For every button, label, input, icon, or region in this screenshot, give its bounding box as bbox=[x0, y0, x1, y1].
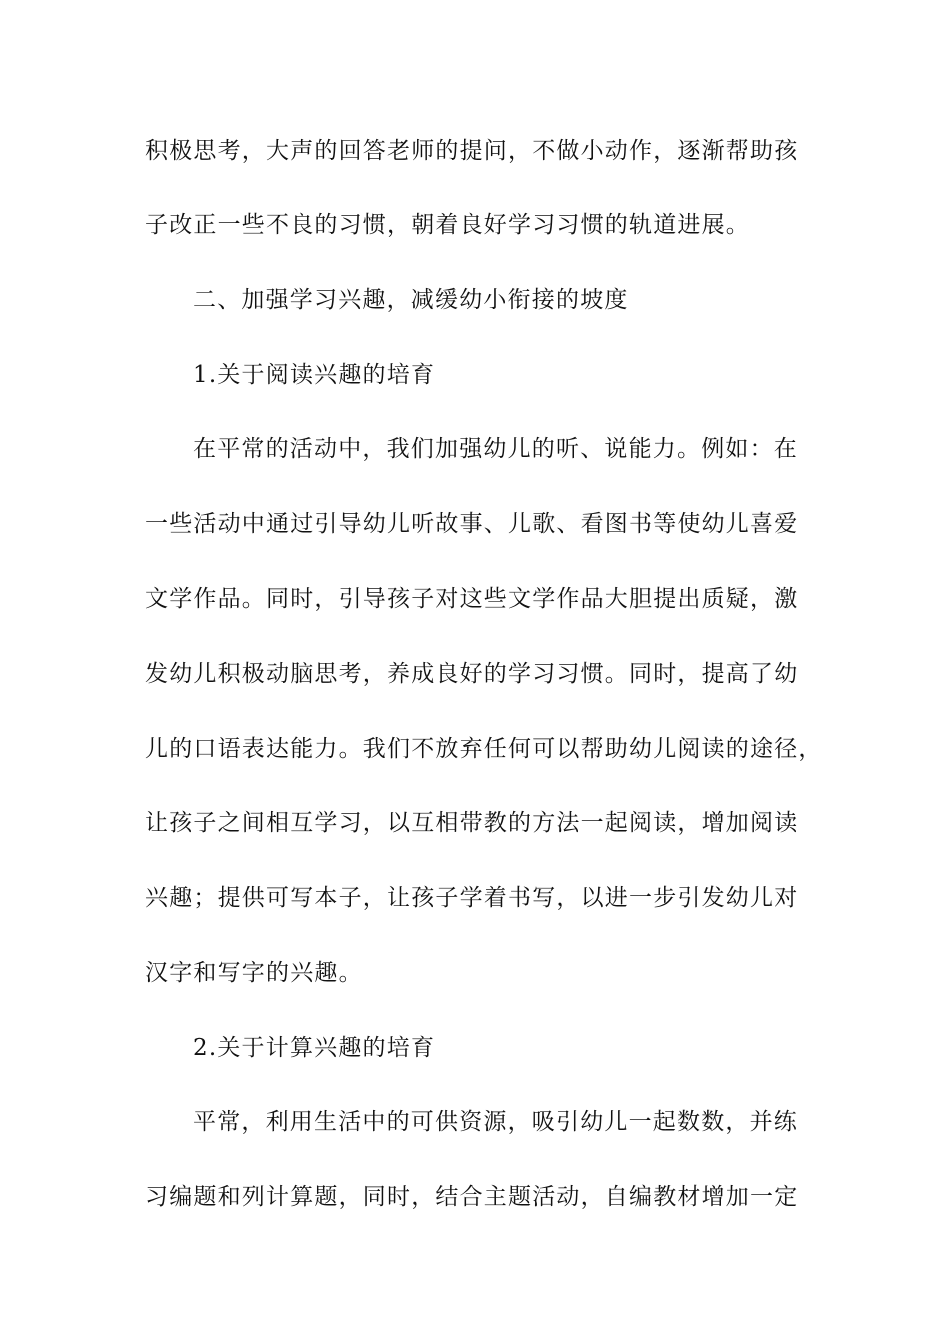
paragraph-line: 一些活动中通过引导幼儿听故事、儿歌、看图书等使幼儿喜爱 bbox=[145, 511, 799, 537]
paragraph-line: 习编题和列计算题，同时，结合主题活动，自编教材增加一定 bbox=[145, 1184, 799, 1210]
paragraph-line: 平常，利用生活中的可供资源，吸引幼儿一起数数，并练 bbox=[193, 1109, 798, 1135]
paragraph-line: 儿的口语表达能力。我们不放弃任何可以帮助幼儿阅读的途径， bbox=[145, 736, 823, 762]
paragraph-line: 积极思考，大声的回答老师的提问，不做小动作，逐渐帮助孩 bbox=[145, 138, 799, 164]
subsection-heading: 2.关于计算兴趣的培育 bbox=[193, 1035, 436, 1061]
paragraph-line: 让孩子之间相互学习，以互相带教的方法一起阅读，增加阅读 bbox=[145, 810, 799, 836]
paragraph-line: 发幼儿积极动脑思考，养成良好的学习习惯。同时，提高了幼 bbox=[145, 661, 799, 687]
paragraph-line: 文学作品。同时，引导孩子对这些文学作品大胆提出质疑，激 bbox=[145, 586, 799, 612]
paragraph-line: 兴趣；提供可写本子，让孩子学着书写，以进一步引发幼儿对 bbox=[145, 885, 799, 911]
section-heading: 二、加强学习兴趣，减缓幼小衔接的坡度 bbox=[193, 287, 629, 313]
paragraph-line: 在平常的活动中，我们加强幼儿的听、说能力。例如：在 bbox=[193, 436, 798, 462]
paragraph-line: 汉字和写字的兴趣。 bbox=[145, 960, 363, 986]
subsection-heading: 1.关于阅读兴趣的培育 bbox=[193, 362, 436, 388]
paragraph-line: 子改正一些不良的习惯，朝着良好学习习惯的轨道进展。 bbox=[145, 212, 750, 238]
